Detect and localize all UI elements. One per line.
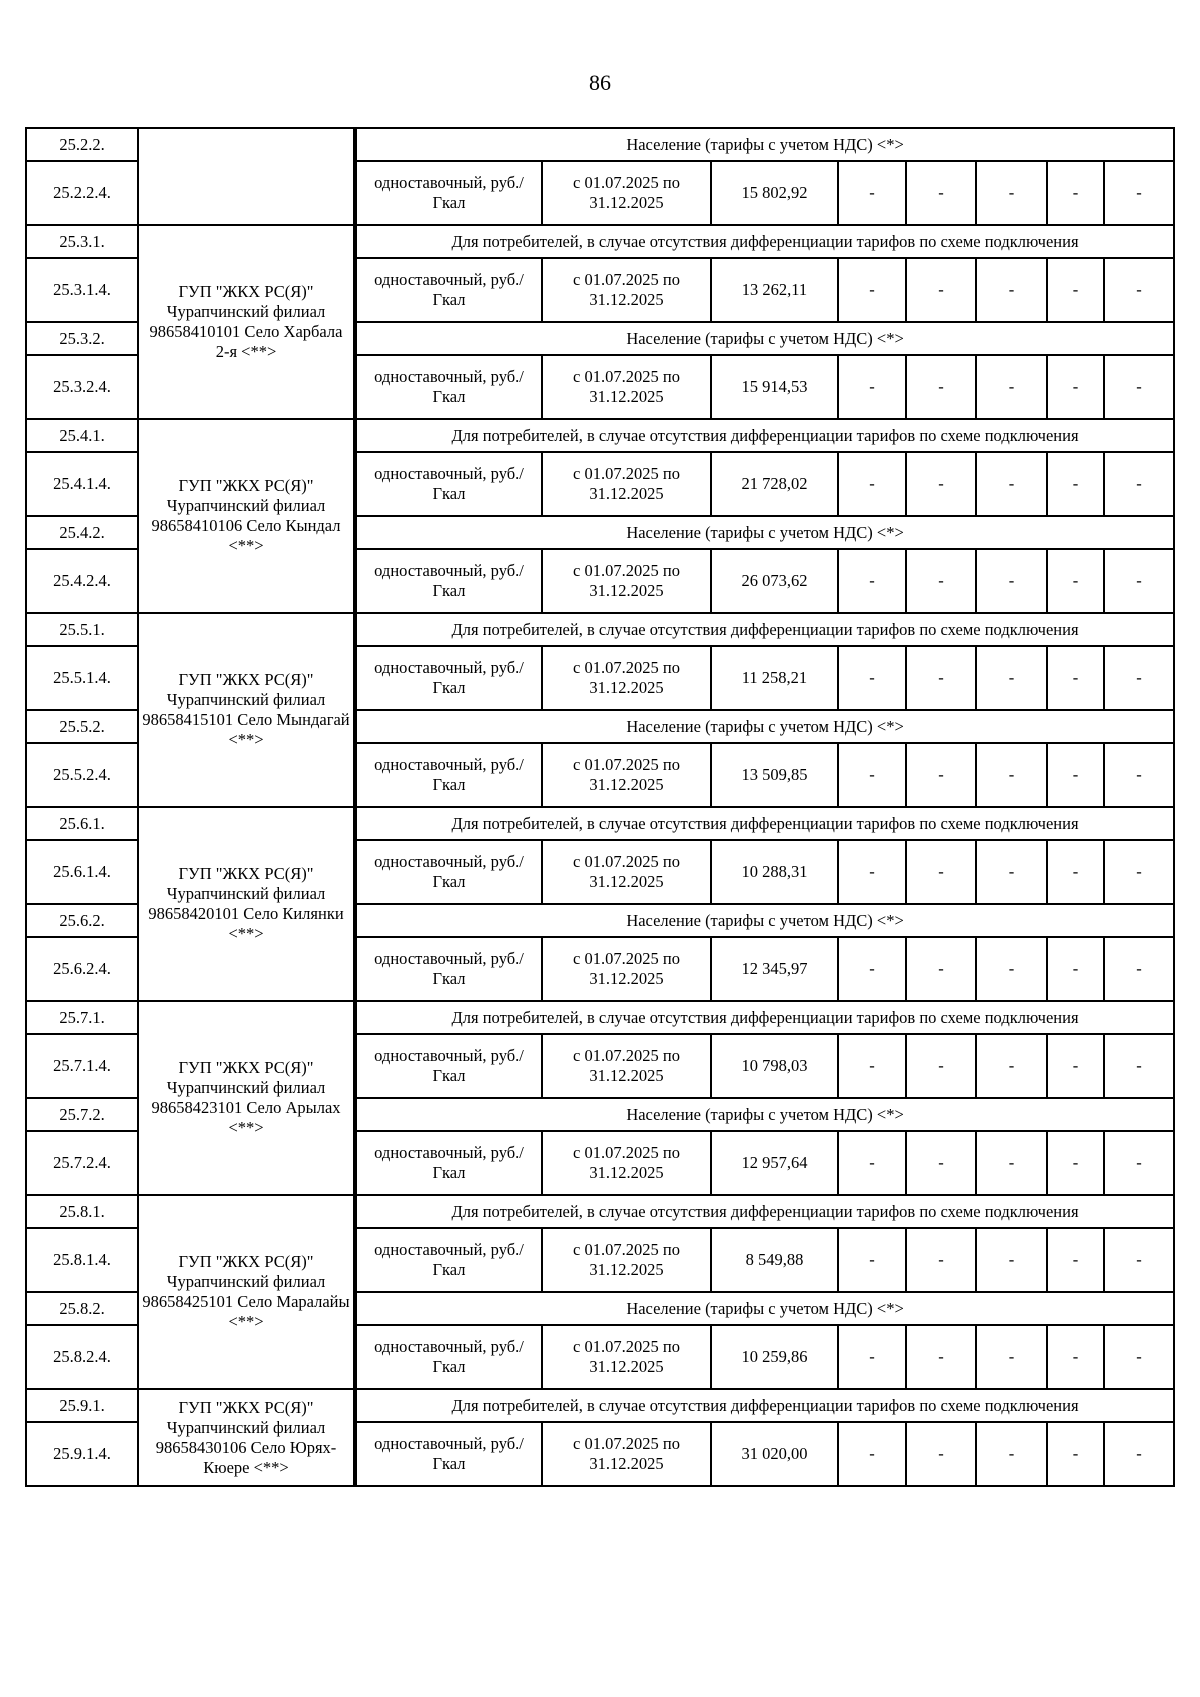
org-cell: ГУП "ЖКХ РС(Я)" Чурапчинский филиал 98658420101 Село Килянки <**> [138,807,354,1001]
row-number: 25.5.2. [26,710,138,743]
table-row [26,613,1174,646]
org-cell-empty [138,128,354,225]
tariff-value: 8 549,88 [711,1228,838,1292]
empty-value: - [976,258,1047,322]
empty-value: - [838,452,906,516]
empty-value: - [1047,549,1104,613]
empty-value: - [906,1228,976,1292]
row-number: 25.8.2.4. [26,1325,138,1389]
table-row [26,1389,1174,1422]
row-number: 25.6.2. [26,904,138,937]
tariff-value: 21 728,02 [711,452,838,516]
empty-value: - [1047,1034,1104,1098]
empty-value: - [906,646,976,710]
section-heading: Для потребителей, в случае отсутствия дифференциации тарифов по схеме подключения [356,613,1174,646]
row-number: 25.5.1. [26,613,138,646]
row-number: 25.8.2. [26,1292,138,1325]
empty-value: - [838,646,906,710]
section-heading: Население (тарифы с учетом НДС) <*> [356,128,1174,161]
tariff-type: одноставочный, руб./Гкал [356,1325,542,1389]
empty-value: - [1047,1131,1104,1195]
tariff-type: одноставочный, руб./Гкал [356,1228,542,1292]
tariff-period: с 01.07.2025 по 31.12.2025 [542,937,711,1001]
row-number: 25.3.2. [26,322,138,355]
empty-value: - [838,840,906,904]
empty-value: - [976,1325,1047,1389]
empty-value: - [1047,452,1104,516]
row-number: 25.5.1.4. [26,646,138,710]
section-heading: Население (тарифы с учетом НДС) <*> [356,322,1174,355]
tariff-value: 10 798,03 [711,1034,838,1098]
tariff-period: с 01.07.2025 по 31.12.2025 [542,1034,711,1098]
empty-value: - [838,1422,906,1486]
row-number: 25.4.1. [26,419,138,452]
tariff-type: одноставочный, руб./Гкал [356,743,542,807]
section-heading: Для потребителей, в случае отсутствия дифференциации тарифов по схеме подключения [356,225,1174,258]
empty-value: - [906,452,976,516]
empty-value: - [1104,549,1174,613]
row-number: 25.7.2. [26,1098,138,1131]
empty-value: - [1104,937,1174,1001]
empty-value: - [976,161,1047,225]
empty-value: - [976,840,1047,904]
empty-value: - [1047,1228,1104,1292]
tariff-type: одноставочный, руб./Гкал [356,452,542,516]
empty-value: - [838,355,906,419]
section-heading: Для потребителей, в случае отсутствия дифференциации тарифов по схеме подключения [356,1001,1174,1034]
empty-value: - [1104,258,1174,322]
row-number: 25.2.2. [26,128,138,161]
table-row [26,128,1174,161]
page-number: 86 [589,70,611,95]
empty-value: - [1047,937,1104,1001]
empty-value: - [1047,840,1104,904]
empty-value: - [1104,452,1174,516]
row-number: 25.7.1. [26,1001,138,1034]
table-row [26,225,1174,258]
tariff-type: одноставочный, руб./Гкал [356,355,542,419]
empty-value: - [906,1131,976,1195]
empty-value: - [976,743,1047,807]
tariff-value: 31 020,00 [711,1422,838,1486]
tariff-value: 10 259,86 [711,1325,838,1389]
tariff-type: одноставочный, руб./Гкал [356,1422,542,1486]
empty-value: - [838,743,906,807]
tariff-period: с 01.07.2025 по 31.12.2025 [542,1228,711,1292]
empty-value: - [838,1228,906,1292]
org-cell: ГУП "ЖКХ РС(Я)" Чурапчинский филиал 98658423101 Село Арылах <**> [138,1001,354,1195]
empty-value: - [1104,161,1174,225]
tariff-period: с 01.07.2025 по 31.12.2025 [542,258,711,322]
tariff-period: с 01.07.2025 по 31.12.2025 [542,1131,711,1195]
row-number: 25.9.1.4. [26,1422,138,1486]
tariff-value: 13 509,85 [711,743,838,807]
row-number: 25.3.2.4. [26,355,138,419]
empty-value: - [976,1131,1047,1195]
empty-value: - [976,646,1047,710]
empty-value: - [906,1325,976,1389]
empty-value: - [976,937,1047,1001]
tariff-period: с 01.07.2025 по 31.12.2025 [542,1325,711,1389]
empty-value: - [906,1034,976,1098]
empty-value: - [838,258,906,322]
tariff-type: одноставочный, руб./Гкал [356,840,542,904]
tariff-period: с 01.07.2025 по 31.12.2025 [542,549,711,613]
section-heading: Население (тарифы с учетом НДС) <*> [356,710,1174,743]
row-number: 25.6.1.4. [26,840,138,904]
org-cell: ГУП "ЖКХ РС(Я)" Чурапчинский филиал 98658410106 Село Кындал <**> [138,419,354,613]
tariff-value: 12 345,97 [711,937,838,1001]
empty-value: - [838,161,906,225]
tariff-period: с 01.07.2025 по 31.12.2025 [542,1422,711,1486]
empty-value: - [906,549,976,613]
tariff-value: 15 914,53 [711,355,838,419]
section-heading: Население (тарифы с учетом НДС) <*> [356,1292,1174,1325]
row-number: 25.2.2.4. [26,161,138,225]
empty-value: - [906,743,976,807]
section-heading: Население (тарифы с учетом НДС) <*> [356,516,1174,549]
org-cell: ГУП "ЖКХ РС(Я)" Чурапчинский филиал 98658425101 Село Маралайы <**> [138,1195,354,1389]
tariff-value: 11 258,21 [711,646,838,710]
tariff-period: с 01.07.2025 по 31.12.2025 [542,355,711,419]
empty-value: - [838,937,906,1001]
empty-value: - [838,1034,906,1098]
tariff-period: с 01.07.2025 по 31.12.2025 [542,743,711,807]
empty-value: - [838,1325,906,1389]
empty-value: - [1104,1034,1174,1098]
row-number: 25.4.2. [26,516,138,549]
table-row [26,419,1174,452]
table-row [26,1195,1174,1228]
tariff-type: одноставочный, руб./Гкал [356,258,542,322]
empty-value: - [1104,1422,1174,1486]
row-number: 25.3.1.4. [26,258,138,322]
empty-value: - [976,1422,1047,1486]
tariff-value: 10 288,31 [711,840,838,904]
empty-value: - [906,258,976,322]
empty-value: - [906,355,976,419]
empty-value: - [976,549,1047,613]
empty-value: - [906,937,976,1001]
org-cell: ГУП "ЖКХ РС(Я)" Чурапчинский филиал 98658410101 Село Харбала 2-я <**> [138,225,354,419]
row-number: 25.8.1.4. [26,1228,138,1292]
empty-value: - [906,840,976,904]
empty-value: - [1104,646,1174,710]
section-heading: Для потребителей, в случае отсутствия дифференциации тарифов по схеме подключения [356,1389,1174,1422]
empty-value: - [838,549,906,613]
table-row [26,807,1174,840]
empty-value: - [976,355,1047,419]
org-cell: ГУП "ЖКХ РС(Я)" Чурапчинский филиал 98658430106 Село Юрях-Кюере <**> [138,1389,354,1486]
empty-value: - [1047,1325,1104,1389]
row-number: 25.8.1. [26,1195,138,1228]
tariff-type: одноставочный, руб./Гкал [356,646,542,710]
empty-value: - [976,1228,1047,1292]
empty-value: - [1047,743,1104,807]
row-number: 25.4.2.4. [26,549,138,613]
empty-value: - [838,1131,906,1195]
empty-value: - [1104,840,1174,904]
row-number: 25.7.1.4. [26,1034,138,1098]
empty-value: - [1104,1228,1174,1292]
empty-value: - [1047,646,1104,710]
row-number: 25.3.1. [26,225,138,258]
tariff-type: одноставочный, руб./Гкал [356,937,542,1001]
row-number: 25.4.1.4. [26,452,138,516]
empty-value: - [976,452,1047,516]
tariff-value: 26 073,62 [711,549,838,613]
section-heading: Для потребителей, в случае отсутствия дифференциации тарифов по схеме подключения [356,807,1174,840]
row-number: 25.6.2.4. [26,937,138,1001]
empty-value: - [906,161,976,225]
empty-value: - [1104,355,1174,419]
org-cell: ГУП "ЖКХ РС(Я)" Чурапчинский филиал 98658415101 Село Мындагай <**> [138,613,354,807]
empty-value: - [1104,1131,1174,1195]
row-number: 25.5.2.4. [26,743,138,807]
empty-value: - [906,1422,976,1486]
table-row [26,1001,1174,1034]
tariff-period: с 01.07.2025 по 31.12.2025 [542,161,711,225]
empty-value: - [1047,258,1104,322]
section-heading: Для потребителей, в случае отсутствия дифференциации тарифов по схеме подключения [356,1195,1174,1228]
tariff-table [25,127,1175,1487]
tariff-value: 13 262,11 [711,258,838,322]
tariff-period: с 01.07.2025 по 31.12.2025 [542,646,711,710]
empty-value: - [976,1034,1047,1098]
tariff-type: одноставочный, руб./Гкал [356,549,542,613]
tariff-type: одноставочный, руб./Гкал [356,1034,542,1098]
row-number: 25.6.1. [26,807,138,840]
row-number: 25.9.1. [26,1389,138,1422]
tariff-period: с 01.07.2025 по 31.12.2025 [542,840,711,904]
empty-value: - [1047,355,1104,419]
tariff-period: с 01.07.2025 по 31.12.2025 [542,452,711,516]
tariff-type: одноставочный, руб./Гкал [356,1131,542,1195]
tariff-value: 15 802,92 [711,161,838,225]
empty-value: - [1047,161,1104,225]
row-number: 25.7.2.4. [26,1131,138,1195]
section-heading: Население (тарифы с учетом НДС) <*> [356,1098,1174,1131]
empty-value: - [1104,1325,1174,1389]
tariff-value: 12 957,64 [711,1131,838,1195]
section-heading: Для потребителей, в случае отсутствия дифференциации тарифов по схеме подключения [356,419,1174,452]
section-heading: Население (тарифы с учетом НДС) <*> [356,904,1174,937]
empty-value: - [1047,1422,1104,1486]
empty-value: - [1104,743,1174,807]
tariff-type: одноставочный, руб./Гкал [356,161,542,225]
